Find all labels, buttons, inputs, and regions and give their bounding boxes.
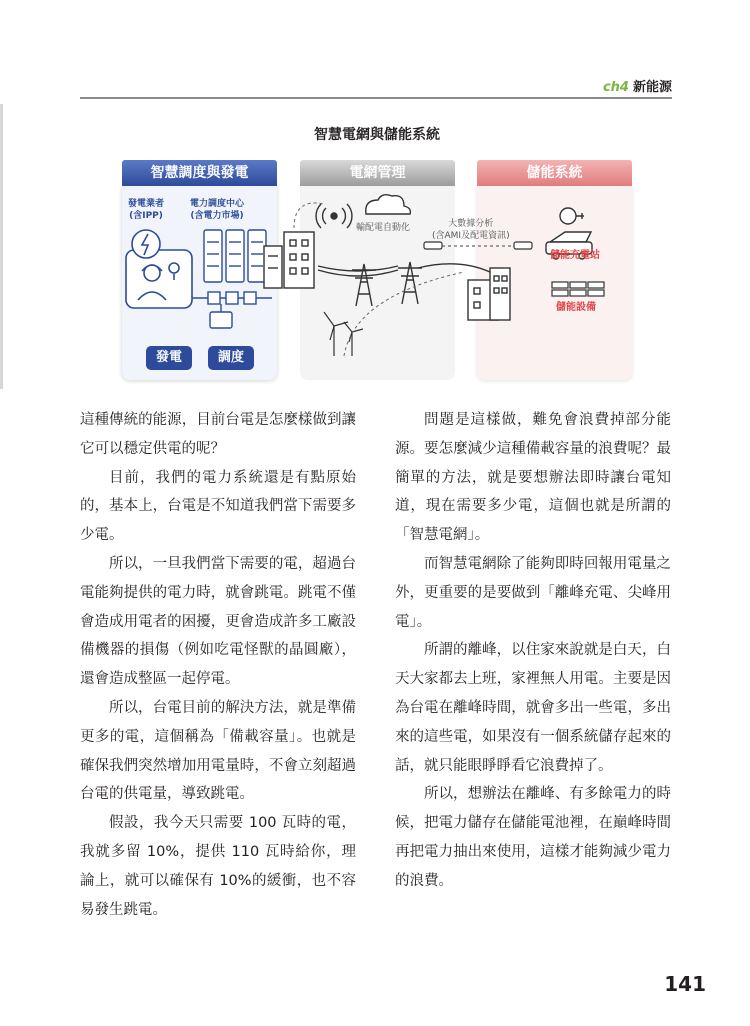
- left-column: [80, 406, 356, 924]
- dashed-link: [344, 272, 464, 356]
- power-tower-icon: [318, 262, 490, 306]
- battery-storage-icon: [552, 282, 604, 296]
- chapter-title: 新能源: [632, 80, 672, 95]
- paragraph: 所以，台電目前的解決方法，就是準備更多的電，這個稱為「備載容量」。也就是確保我們突然增加用電量時，不會立刻超過台電的供電量，導致跳電。: [80, 699, 356, 803]
- chapter-number: ch4: [602, 80, 629, 95]
- dispatch-button: 調度: [208, 346, 254, 370]
- wind-turbine-icon: [324, 312, 363, 356]
- building-icon: [264, 232, 314, 288]
- diagram-title: 智慧電網與儲能系統: [314, 127, 440, 143]
- label-big-data: 大數據分析 (含AMI及配電資訊): [432, 219, 510, 241]
- paragraph: 所以，一旦我們當下需要的電，超過台電能夠提供的電力時，就會跳電。跳電不僅會造成用電者的困擾，更會造成許多工廠設備機器的損傷（例如吃電怪獸的晶圓廠），還會造成整區一起停電。: [80, 555, 356, 688]
- paragraph: 而智慧電網除了能夠即時回報用電量之外，更重要的是要做到「離峰充電、尖峰用電」。: [395, 555, 671, 630]
- office-building-icon: [468, 268, 510, 320]
- dispatch-server-icon: [204, 230, 266, 282]
- antenna-icon: [316, 204, 352, 228]
- data-device-icon: [424, 242, 532, 249]
- paragraph: 目前，我們的電力系統還是有點原始的，基本上，台電是不知道我們當下需要多少電。: [80, 469, 356, 544]
- side-rule: [0, 104, 3, 389]
- panel-head-storage-system: 儲能系統: [477, 160, 632, 186]
- cloud-icon: [366, 195, 411, 214]
- right-column: [395, 406, 671, 896]
- power-plant-worker-icon: [126, 250, 192, 308]
- label-charging-station: 儲能充電站: [550, 250, 600, 261]
- panel-head-grid-management: 電網管理: [300, 160, 455, 186]
- header-rule: [80, 97, 672, 99]
- paragraph: 這種傳統的能源，目前台電是怎麼樣做到讓它可以穩定供電的呢？: [80, 412, 356, 457]
- label-distribution-automation: 輸配電自動化: [356, 223, 411, 233]
- paragraph: 問題是這樣做，難免會浪費掉部分能源。要怎麼減少這種備載容量的浪費呢？最簡單的方法，就是要想辦法即時讓台電知道，現在需要多少電，這個也就是所謂的「智慧電網」。: [395, 412, 671, 544]
- chapter-header: [603, 76, 672, 95]
- generation-button: 發電: [146, 346, 192, 370]
- paragraph: 所以，想辦法在離峰、有多餘電力的時候，把電力儲存在儲能電池裡，在巔峰時間再把電力抽出來使用，這樣才能夠減少電力的浪費。: [395, 786, 671, 889]
- smart-grid-diagram: [112, 118, 642, 386]
- label-dispatch-center: 電力調度中心 (含電力市場): [190, 199, 245, 221]
- network-nodes-icon: [192, 292, 272, 328]
- label-storage-equipment: 儲能設備: [556, 302, 596, 313]
- lightning-icon: [132, 230, 160, 258]
- page-number: 141: [664, 972, 706, 996]
- paragraph: 所謂的離峰，以住家來說就是白天，白天大家都去上班，家裡無人用電。主要是因為台電在離峰時間，就會多出一些電，多出來的這些電，如果沒有一個系統儲存起來的話，就只能眼睜睜看它浪費掉了。: [395, 642, 671, 774]
- panel-head-dispatch-generation: 智慧調度與發電: [122, 160, 277, 186]
- paragraph: 假設，我今天只需要 100 瓦時的電，我就多留 10%，提供 110 瓦時給你，理論上，就可以確保有 10%的緩衝，也不容易發生跳電。: [80, 815, 356, 918]
- label-generator: 發電業者 (含IPP): [128, 199, 165, 221]
